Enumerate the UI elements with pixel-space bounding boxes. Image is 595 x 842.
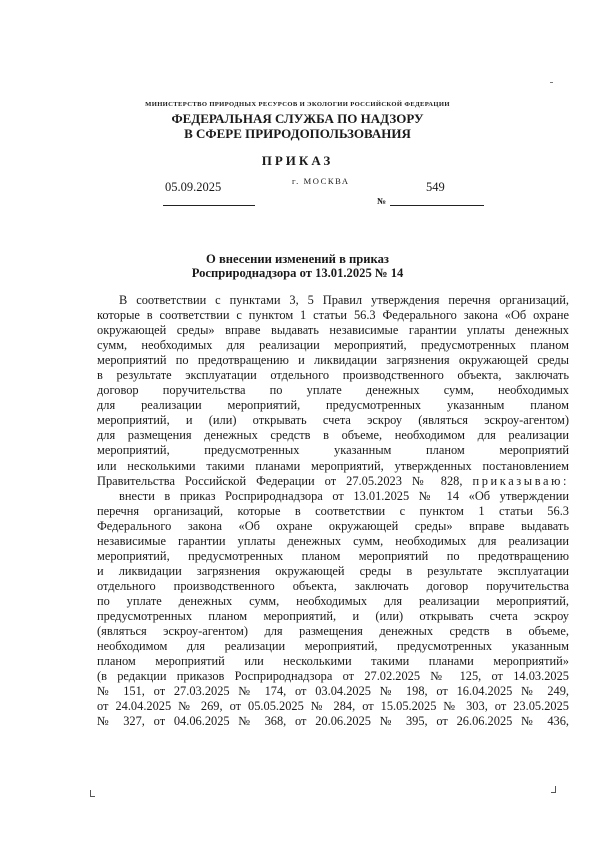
order-subject-line2: Росприроднадзора от 13.01.2025 № 14: [191, 266, 404, 280]
scan-corner-mark-right: [551, 786, 556, 793]
order-subject: [0, 252, 595, 280]
document-type: ПРИКАЗ: [261, 153, 334, 168]
body-line: сумм, необходимых для реализации мероприятий, предусмотренных планом: [97, 338, 569, 353]
body-line: перечня организаций, которые в соответствии с пунктом 1 статьи 56.3: [97, 503, 569, 518]
scan-corner-mark-left: [90, 790, 95, 797]
body-line: от 24.04.2025 № 269, от 05.05.2025 № 284, от 15.05.2025 № 303, от 23.05.2025: [97, 699, 569, 714]
body-line: мероприятий по предотвращению и ликвидации загрязнения окружающей среды: [97, 353, 569, 368]
scan-mark: [550, 82, 553, 83]
body-line: или несколькими такими планами мероприятий, утвержденных постановлением: [97, 458, 569, 473]
body-line-with-order-word: [97, 474, 569, 489]
body-line: № 151, от 27.03.2025 № 174, от 03.04.2025 № 198, от 16.04.2025 № 249,: [97, 684, 569, 699]
body-line: которые в соответствии с пунктом 1 статьи 56.3 Федерального закона «Об охране: [97, 308, 569, 323]
body-line: и ликвидации загрязнения окружающей среды в результате эксплуатации: [97, 563, 569, 578]
number-underline: [390, 205, 484, 206]
agency-name: [0, 111, 595, 141]
body-line: договор поручительства по уплате денежных сумм, необходимых: [97, 383, 569, 398]
date-underline: [163, 205, 255, 206]
body-line: независимые гарантии уплаты денежных сумм, необходимых для реализации: [97, 533, 569, 548]
body-line: В соответствии с пунктами 3, 5 Правил утверждения перечня организаций,: [119, 293, 569, 307]
body-line: планом мероприятий или несколькими такими планами мероприятий»: [97, 654, 569, 669]
number-sign: №: [377, 196, 387, 206]
body-line: (являться эскроу-агентом) для размещения денежных средств в объеме,: [97, 624, 569, 639]
body-line: мероприятий, предусмотренных указанным планом мероприятий: [97, 443, 569, 458]
order-date: 05.09.2025: [165, 180, 222, 194]
body-line: внести в приказ Росприроднадзора от 13.01.2025 № 14 «Об утверждении: [119, 488, 569, 503]
order-word: приказываю:: [472, 473, 569, 488]
body-line: мероприятий, предусмотренных планом мероприятий по предотвращению: [97, 548, 569, 563]
order-city: г. МОСКВА: [292, 176, 350, 186]
body-line: предусмотренных планом мероприятий, и (или) открывать счета эскроу: [97, 608, 569, 623]
order-number: 549: [426, 180, 445, 194]
body-line: по уплате денежных сумм, необходимых для реализации мероприятий,: [97, 593, 569, 608]
body-line: для размещения денежных средств в объеме, необходимом для реализации: [97, 428, 569, 443]
body-line: мероприятий, и (или) открывать счета эскроу (являться эскроу-агентом): [97, 413, 569, 428]
ministry-name: МИНИСТЕРСТВО ПРИРОДНЫХ РЕСУРСОВ И ЭКОЛОГИИ РОССИЙСКОЙ ФЕДЕРАЦИИ: [145, 101, 450, 108]
body-line: необходимом для реализации мероприятий, предусмотренных указанным: [97, 639, 569, 654]
agency-name-line2: В СФЕРЕ ПРИРОДОПОЛЬЗОВАНИЯ: [184, 126, 411, 141]
body-line: № 327, от 04.06.2025 № 368, от 20.06.2025 № 395, от 26.06.2025 № 436,: [97, 714, 569, 729]
body-line: (в редакции приказов Росприроднадзора от 27.02.2025 № 125, от 14.03.2025: [97, 669, 569, 684]
body-line-text: Правительства Российской Федерации от 27.05.2023 № 828,: [97, 473, 463, 488]
body-line: окружающей среды» вправе выдавать независимые гарантии уплаты денежных: [97, 323, 569, 338]
order-body: [97, 293, 569, 729]
body-line: Федерального закона «Об охране окружающей среды» вправе выдавать: [97, 518, 569, 533]
body-line: в результате эксплуатации отдельного производственного объекта, заключать: [97, 368, 569, 383]
body-line: отдельного производственного объекта, заключать договор поручительства: [97, 578, 569, 593]
body-line: для реализации мероприятий, предусмотренных указанным планом: [97, 398, 569, 413]
order-subject-line1: О внесении изменений в приказ: [206, 252, 389, 266]
agency-name-line1: ФЕДЕРАЛЬНАЯ СЛУЖБА ПО НАДЗОРУ: [171, 111, 424, 126]
